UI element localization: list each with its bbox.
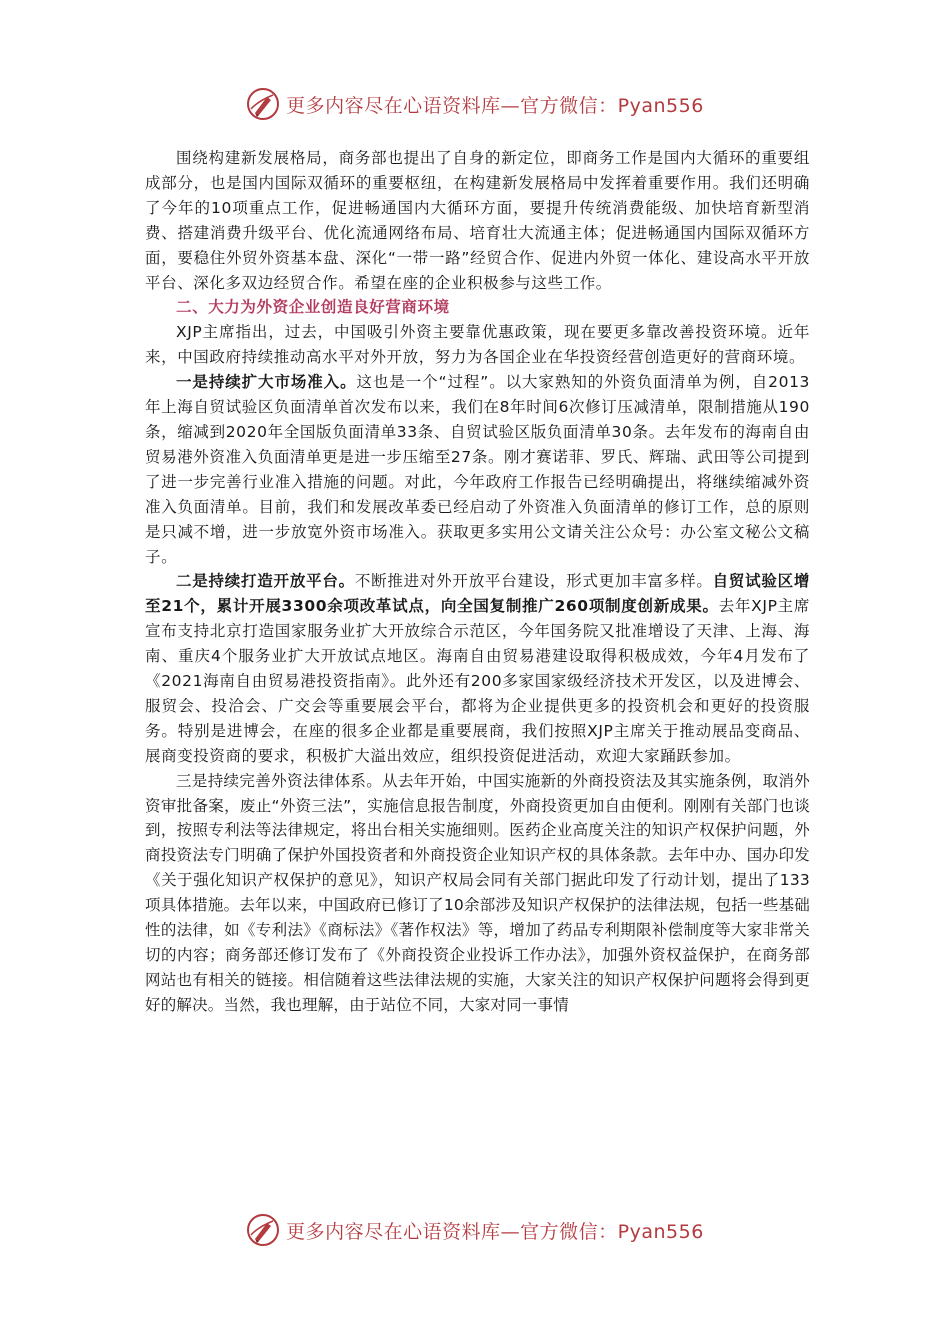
paragraph-text: 这也是一个“过程”。以大家熟知的外资负面清单为例，自2013年上海自贸试验区负面清单首次发布以来，我们在8年时间6次修订压减清单，限制措施从190条，缩减到2020年全国版负面清单33条、自贸试验区版负面清单30条。去年发布的海南自由贸易港外资准入负面清单更是进一步压缩至27条。刚才赛诺菲、罗氏、辉瑞、武田等公司提到了进一步完善行业准入措施的问题。对此，今年政府工作报告已经明确提出，将继续缩减外资准入负面清单。目前，我们和发展改革委已经启动了外资准入负面清单的修订工作，总的原则是只减不增，进一步放宽外资市场准入。获取更多实用公文请关注公众号：办公室文秘公文稿子。 — [145, 373, 810, 566]
header-watermark — [0, 84, 950, 124]
footer-watermark — [0, 1210, 950, 1250]
paragraph: 三是持续完善外资法律体系。从去年开始，中国实施新的外商投资法及其实施条例，取消外资审批备案，废止“外资三法”，实施信息报告制度，外商投资更加自由便利。刚刚有关部门也谈到，按照专利法等法律规定，将出台相关实施细则。医药企业高度关注的知识产权保护问题，外商投资法专门明确了保护外国投资者和外商投资企业知识产权的具体条款。去年中办、国办印发《关于强化知识产权保护的意见》，知识产权局会同有关部门据此印发了行动计划，提出了133项具体措施。去年以来，中国政府已修订了10余部涉及知识产权保护的法律法规，包括一些基础性的法律，如《专利法》《商标法》《著作权法》等，增加了药品专利期限补偿制度等大家非常关切的内容；商务部还修订发布了《外商投资企业投诉工作办法》，加强外资权益保护，在商务部网站也有相关的链接。相信随着这些法律法规的实施，大家关注的知识产权保护问题将会得到更好的解决。当然，我也理解，由于站位不同，大家对同一事情 — [145, 771, 810, 1014]
watermark-text: 更多内容尽在心语资料库—官方微信：Pyan556 — [286, 94, 704, 117]
paragraph-lead: 一是持续扩大市场准入。 — [176, 373, 357, 392]
paragraph-lead: 二是持续打造开放平台。 — [176, 572, 355, 591]
paragraph-text: 不断推进对外开放平台建设，形式更加丰富多样。 — [354, 572, 713, 591]
paragraph-text: 去年XJP主席宣布支持北京打造国家服务业扩大开放综合示范区，今年国务院又批准增设了天津、上海、海南、重庆4个服务业扩大开放试点地区。海南自由贸易港建设取得积极成效，今年4月发布了《2021海南自由贸易港投资指南》。此外还有200多家国家级经济技术开发区，以及进博会、服贸会、投洽会、广交会等重要展会平台，都将为企业提供更多的投资机会和更好的投资服务。特别是进博会，在座的很多企业都是重要展商，我们按照XJP主席关于推动展品变商品、展商变投资商的要求，积极扩大溢出效应，组织投资促进活动，欢迎大家踊跃参加。 — [145, 597, 810, 765]
pen-logo-icon — [246, 87, 280, 121]
paragraph: 围绕构建新发展格局，商务部也提出了自身的新定位，即商务工作是国内大循环的重要组成部分，也是国内国际双循环的重要枢纽，在构建新发展格局中发挥着重要作用。我们还明确了今年的10项重点工作，促进畅通国内大循环方面，要提升传统消费能级、加快培育新型消费、搭建消费升级平台、优化流通网络布局、培育壮大流通主体；促进畅通国内国际双循环方面，要稳住外贸外资基本盘、深化“一带一路”经贸合作、促进内外贸一体化、建设高水平开放平台、深化多双边经贸合作。希望在座的企业积极参与这些工作。 — [145, 149, 810, 292]
paragraph-bold-text: 自贸试验区增至21个，累计开展3300余项改革试点，向全国复制推广260项制度创新成果。 — [145, 572, 811, 616]
paragraph: XJP主席指出，过去，中国吸引外资主要靠优惠政策，现在要更多靠改善投资环境。近年来，中国政府持续推动高水平对外开放，努力为各国企业在华投资经营创造更好的营商环境。 — [145, 323, 810, 367]
pen-logo-icon — [246, 1213, 280, 1247]
paragraph — [145, 569, 810, 768]
document-body — [145, 146, 810, 1018]
section-heading: 二、大力为外资企业创造良好营商环境 — [176, 298, 450, 317]
paragraph — [145, 370, 810, 569]
watermark-text: 更多内容尽在心语资料库—官方微信：Pyan556 — [286, 1220, 704, 1243]
